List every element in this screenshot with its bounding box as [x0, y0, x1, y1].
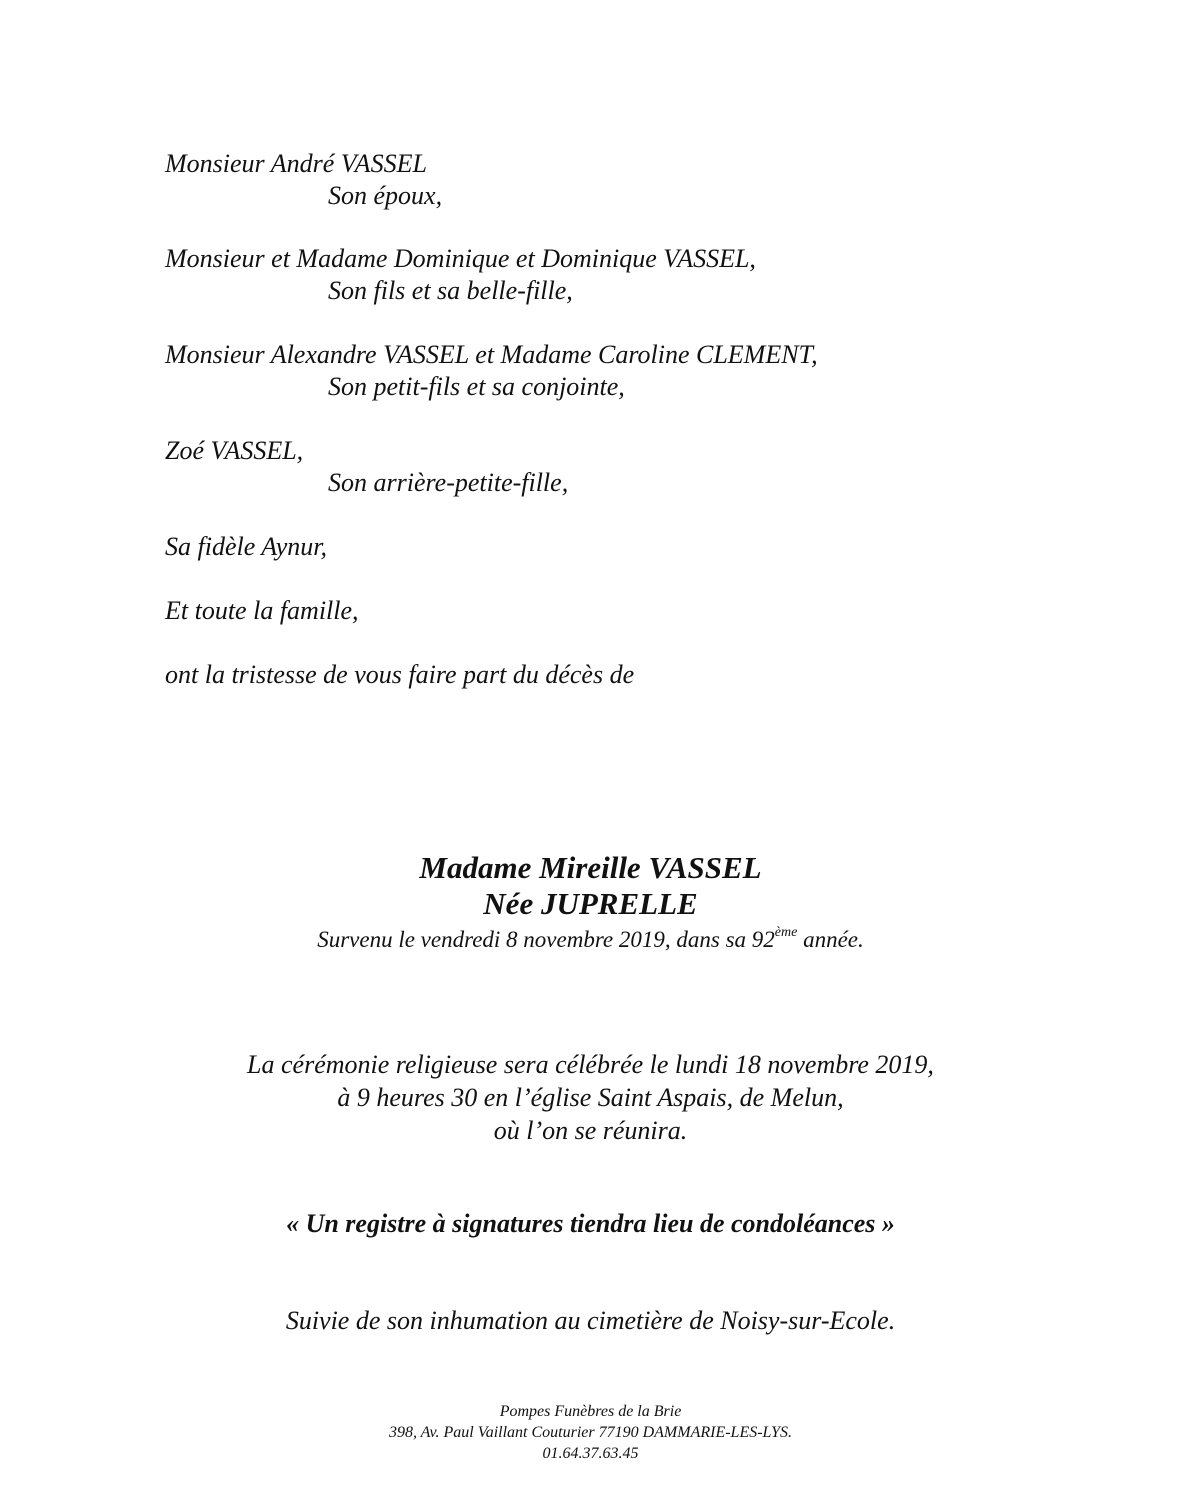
- registre-line: « Un registre à signatures tiendra lieu de condoléances »: [286, 1209, 895, 1238]
- faithful-line: Sa fidèle Aynur,: [165, 532, 328, 561]
- grandson-role: Son petit-fils et sa conjointe,: [328, 372, 625, 401]
- ceremony-line-2: à 9 heures 30 en l’église Saint Aspais, de Melun,: [337, 1083, 844, 1112]
- great-granddaughter-role: Son arrière-petite-fille,: [328, 468, 569, 497]
- death-date-line: [0, 926, 1181, 954]
- deceased-name: Madame Mireille VASSEL: [419, 850, 762, 885]
- announcement-line: ont la tristesse de vous faire part du décès de: [165, 660, 635, 689]
- spouse-role: Son époux,: [328, 181, 443, 210]
- death-date-superscript: ème: [774, 925, 798, 941]
- footer-company: Pompes Funèbres de la Brie: [499, 1403, 682, 1420]
- ceremony-line-3: où l’on se réunira.: [493, 1116, 688, 1145]
- son-role: Son fils et sa belle-fille,: [328, 276, 573, 305]
- footer-phone: 01.64.37.63.45: [542, 1445, 639, 1462]
- great-granddaughter-name: Zoé VASSEL,: [165, 436, 304, 465]
- ceremony-line-1: La cérémonie religieuse sera célébrée le lundi 18 novembre 2019,: [247, 1050, 934, 1079]
- burial-line: Suivie de son inhumation au cimetière de Noisy-sur-Ecole.: [285, 1306, 896, 1335]
- deceased-maiden-name: Née JUPRELLE: [483, 886, 698, 921]
- death-date-prefix: Survenu le vendredi 8 novembre 2019, dans sa 92: [317, 927, 775, 952]
- death-date-suffix: année.: [797, 927, 864, 952]
- grandson-name: Monsieur Alexandre VASSEL et Madame Caroline CLEMENT,: [165, 340, 818, 369]
- all-family-line: Et toute la famille,: [165, 596, 359, 625]
- footer-address: 398, Av. Paul Vaillant Couturier 77190 DAMMARIE-LES-LYS.: [388, 1424, 793, 1441]
- son-name: Monsieur et Madame Dominique et Dominique VASSEL,: [165, 244, 756, 273]
- spouse-name: Monsieur André VASSEL: [165, 149, 427, 178]
